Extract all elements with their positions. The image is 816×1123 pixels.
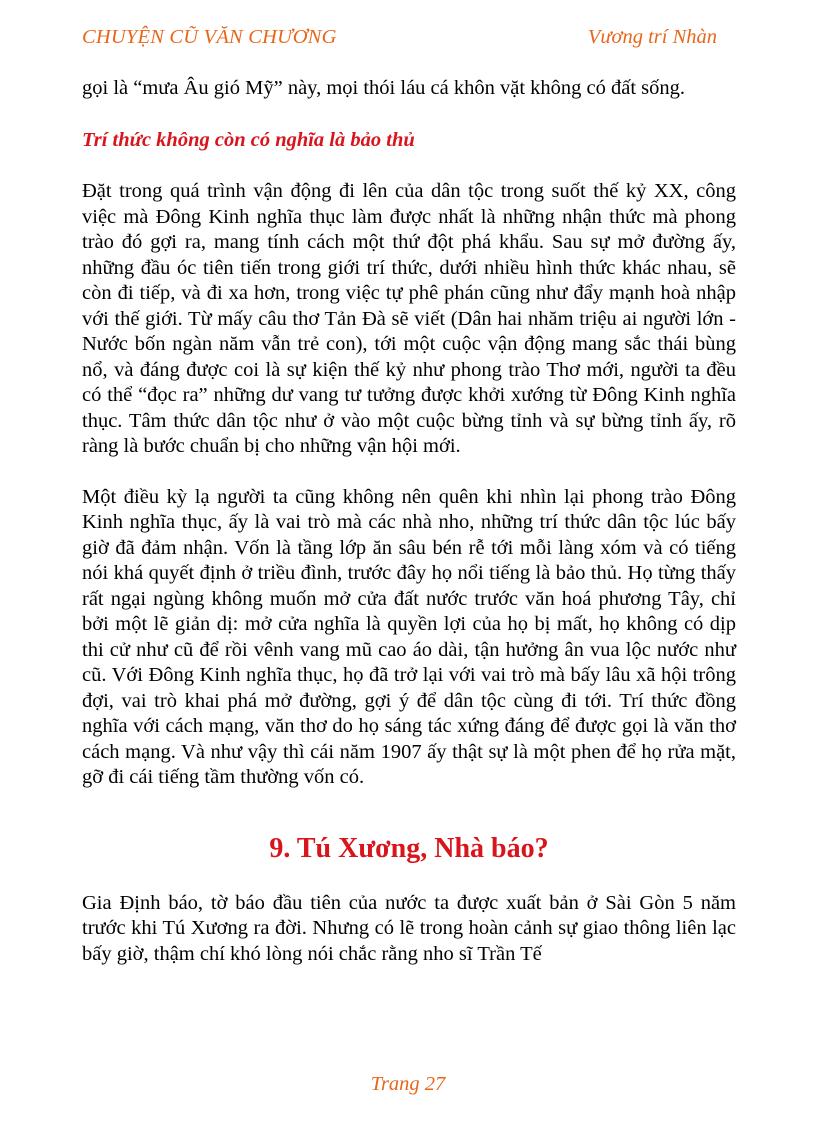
paragraph-2: Một điều kỳ lạ người ta cũng không nên quên khi nhìn lại phong trào Đông Kinh nghĩa thục, ấy là vai trò mà các nhà nho, những trí thức dân tộc lúc bấy giờ đã đảm nhận. Vốn là tầng lớp ăn sâu bén rễ tới mỗi làng xóm và có tiếng nói khá quyết định ở triều đình, trước đây họ nổi tiếng là bảo thủ. Họ từng thấy rất ngại ngùng không muốn mở cửa đất nước trước văn hoá phương Tây, chỉ bởi một lẽ giản dị: mở cửa nghĩa là quyền lợi của họ bị mất, họ không có dịp thi cử như cũ để rồi vênh vang mũ cao áo dài, tận hưởng ân vua lộc nước như cũ. Với Đông Kinh nghĩa thục, họ đã trở lại với vai trò mà bấy lâu xã hội trông đợi, vai trò khai phá mở đường, gợi ý để dân tộc cùng đi tới. Trí thức đồng nghĩa với cách mạng, văn thơ do họ sáng tác xứng đáng để được gọi là văn thơ cách mạng. Và như vậy thì cái năm 1907 ấy thật sự là một phen để họ rửa mặt, gỡ đi cái tiếng tầm thường vốn có.: [82, 485, 736, 788]
chapter-title: 9. Tú Xương, Nhà báo?: [269, 832, 549, 864]
page-number: Trang 27: [370, 1073, 446, 1095]
author-name: Vương trí Nhàn: [587, 26, 717, 48]
paragraph-3: Gia Định báo, tờ báo đầu tiên của nước ta được xuất bản ở Sài Gòn 5 năm trước khi Tú Xương ra đời. Nhưng có lẽ trong hoàn cảnh sự giao thông liên lạc bấy giờ, thậm chí khó lòng nói chắc rằng nho sĩ Trần Tế: [82, 891, 736, 965]
paragraph-1: Đặt trong quá trình vận động đi lên của dân tộc trong suốt thế kỷ XX, công việc mà Đông Kinh nghĩa thục làm được nhất là những nhận thức mà phong trào đó gợi ra, mang tính cách một thứ đột phá khẩu. Sau sự mở đường ấy, những đầu óc tiên tiến trong giới trí thức, dưới nhiều hình thức khác nhau, sẽ còn đi tiếp, và đi xa hơn, trong việc tự phê phán cũng như đẩy mạnh hoà nhập với thế giới. Từ mấy câu thơ Tản Đà sẽ viết (Dân hai nhăm triệu ai người lớn - Nước bốn ngàn năm vẫn trẻ con), tới một cuộc vận động mang sắc thái bùng nổ, và đáng được coi là sự kiện thế kỷ như phong trào Thơ mới, người ta đều có thể “đọc ra” những dư vang tư tưởng được khởi xướng từ Đông Kinh nghĩa thục. Tâm thức dân tộc như ở vào một cuộc bừng tỉnh và sự bừng tỉnh ấy, rõ ràng là bước chuẩn bị cho những vận hội mới.: [82, 180, 736, 457]
continued-paragraph: gọi là “mưa Âu gió Mỹ” này, mọi thói láu cá khôn vặt không có đất sống.: [82, 77, 686, 99]
page-header: [82, 26, 734, 56]
book-title: CHUYỆN CŨ VĂN CHƯƠNG: [82, 26, 337, 48]
section-heading: Trí thức không còn có nghĩa là bảo thủ: [82, 128, 415, 151]
page-content: [82, 76, 736, 967]
